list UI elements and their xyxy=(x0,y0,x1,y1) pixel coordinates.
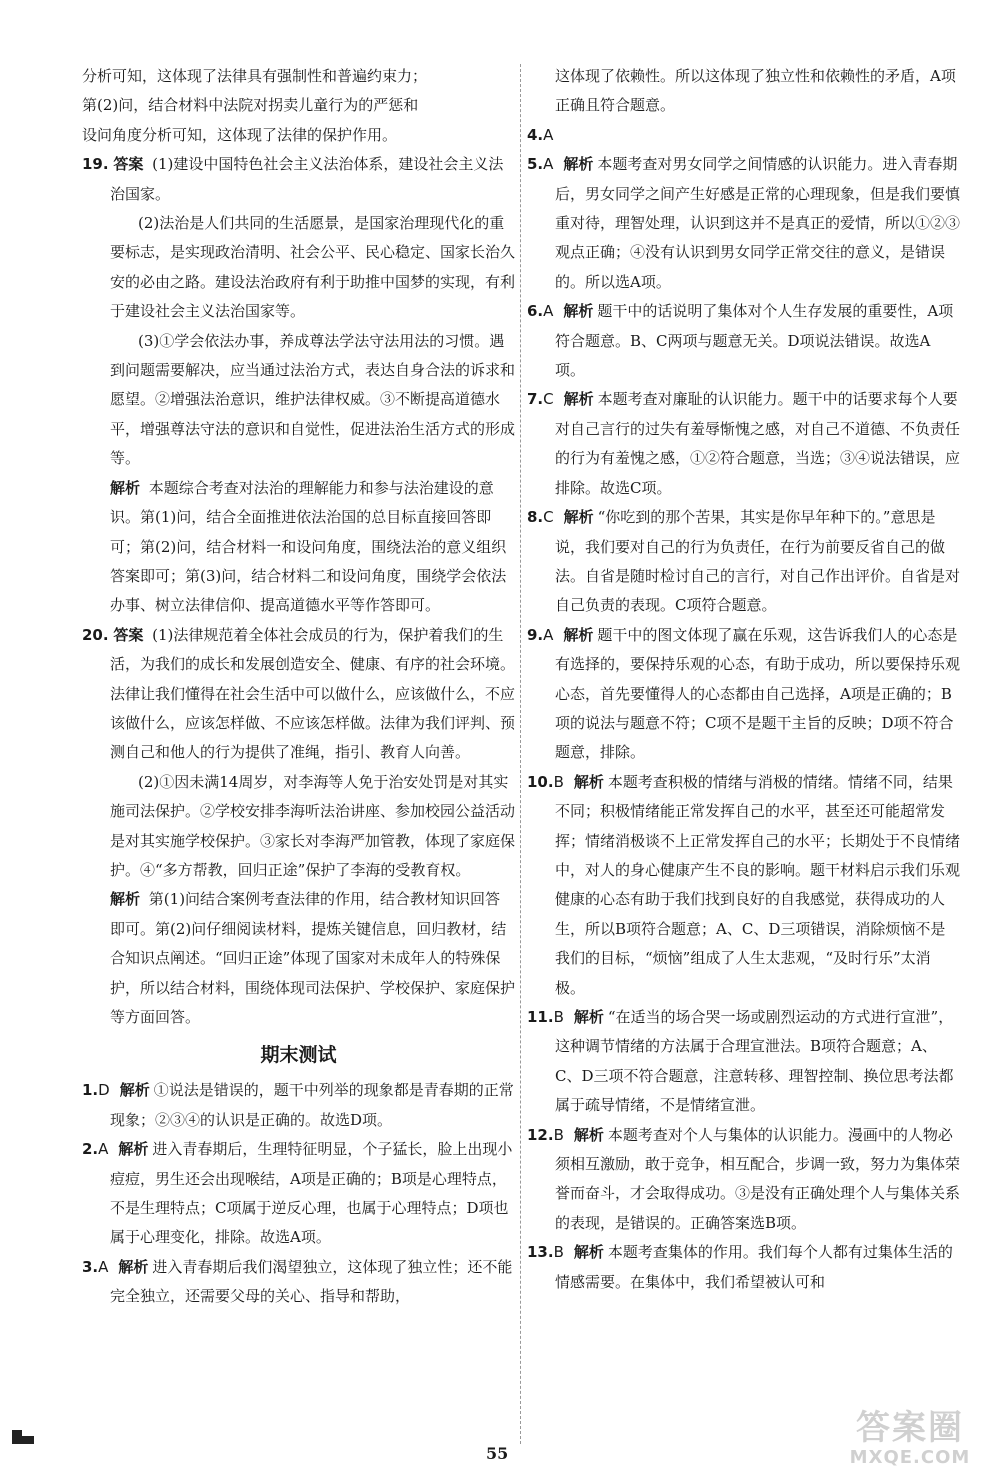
analysis-label: 解析 xyxy=(119,1081,150,1100)
page-number: 55 xyxy=(486,1444,509,1463)
watermark-sub: MXQE.COM xyxy=(849,1447,971,1468)
question-19 xyxy=(82,150,515,209)
answer-item xyxy=(82,1135,515,1253)
intro-line: 第(2)问，结合材料中法院对拐卖儿童行为的严惩和 xyxy=(82,96,419,115)
answer-choice: A xyxy=(543,125,554,144)
analysis-label: 解析 xyxy=(118,1257,149,1276)
section-title: 期末测试 xyxy=(260,1044,337,1067)
answer-choice: A xyxy=(543,155,554,174)
answer-item xyxy=(527,121,960,150)
analysis-text: 本题考查对廉耻的认识能力。题干中的话要求每个人要对自己言行的过失有羞辱惭愧之感，对自己不道德、不负责任的行为有羞愧之感，①②符合题意，当选；③④说法错误，应排除。故选C项。 xyxy=(555,390,961,497)
answer-choice: B xyxy=(553,772,564,791)
analysis-text: ①说法是错误的，题干中列举的现象都是青春期的正常现象；②③④的认识是正确的。故选D项。 xyxy=(110,1081,514,1129)
analysis-text: “你吃到的那个苦果，其实是你早年种下的。”意思是说，我们要对自己的行为负责任，在行为前要反省自己的做法。自省是随时检讨自己的言行，对自己作出评价。自省是对自己负责的表现。C项符合题意。 xyxy=(555,508,961,615)
analysis-text: 进入青春期后，生理特征明显，个子猛长，脸上出现小痘痘，男生还会出现喉结，A项是正确的；B项是心理特点，不是生理特点；C项属于逆反心理，也属于心理特点；D项也属于心理变化，排除。故选A项。 xyxy=(110,1140,513,1247)
answer-choice: C xyxy=(543,508,554,527)
answer-item xyxy=(527,621,960,768)
right-column xyxy=(527,62,960,1297)
question-number: 11. xyxy=(527,1008,554,1026)
continued-answer-3: 这体现了依赖性。所以这体现了独立性和依赖性的矛盾，A项正确且符合题意。 xyxy=(555,67,956,115)
final-test-items-right xyxy=(527,121,960,1297)
answer-item xyxy=(527,1003,960,1121)
analysis-label: 解析 xyxy=(573,1125,604,1144)
analysis-label: 解析 xyxy=(573,772,604,791)
answer-item xyxy=(527,1121,960,1239)
analysis-label: 解析 xyxy=(563,508,594,527)
question-number: 3. xyxy=(82,1257,99,1276)
analysis-label: 解析 xyxy=(110,890,141,909)
question-number: 9. xyxy=(527,625,544,644)
question-number: 4. xyxy=(527,125,544,144)
answer-part-3: (3)①学会依法办事，养成尊法学法守法用法的习惯。遇到问题需要解决，应当通过法治方式，表达自身合法的诉求和愿望。②增强法治意识，维护法律权威。③不断提高道德水平，增强尊法守法的意识和自觉性，促进法治生活方式的形成等。 xyxy=(110,331,516,468)
analysis-text: 本题考查对个人与集体的认识能力。漫画中的人物必须相互激励，敢于竞争，相互配合，步调一致，努力为集体荣誉而奋斗，才会取得成功。③是没有正确处理个人与集体关系的表现，是错误的。正确答案选B项。 xyxy=(555,1125,961,1232)
question-20 xyxy=(82,621,515,768)
analysis-text: 题干中的话说明了集体对个人生存发展的重要性，A项符合题意。B、C两项与题意无关。D项说法错误。故选A项。 xyxy=(555,302,954,380)
question-number: 13. xyxy=(527,1243,554,1262)
analysis-text: “在适当的场合哭一场或剧烈运动的方式进行宣泄”，这种调节情绪的方法属于合理宣泄法。B项符合题意；A、C、D三项不符合题意，注意转移、理智控制、换位思考法都属于疏导情绪，不是情绪宣泄。 xyxy=(555,1008,954,1115)
answer-part-1: (1)法律规范着全体社会成员的行为，保护着我们的生活，为我们的成长和发展创造安全、健康、有序的社会环境。法律让我们懂得在社会生活中可以做什么，应该做什么，不应该做什么，应该怎样做、不应该怎样做。法律为我们评判、预测自己和他人的行为提供了准绳，指引、教育人向善。 xyxy=(110,625,516,762)
watermark-main: 答案圈 xyxy=(856,1408,964,1448)
left-column xyxy=(82,62,515,1312)
analysis-label: 解析 xyxy=(563,390,594,409)
intro-line: 分析可知，这体现了法律具有强制性和普遍约束力； xyxy=(82,67,428,85)
column-divider xyxy=(520,64,521,1444)
answer-part-2: (2)①因未满14周岁，对李海等人免于治安处罚是对其实施司法保护。②学校安排李海听法治讲座、参加校园公益活动是对其实施学校保护。③家长对李海严加管教，体现了家庭保护。④“多方帮教，回归正途”保护了李海的受教育权。 xyxy=(110,772,516,879)
answer-choice: A xyxy=(543,302,554,321)
answer-item xyxy=(527,503,960,621)
question-number: 6. xyxy=(527,302,544,321)
answer-part-2: (2)法治是人们共同的生活愿景，是国家治理现代化的重要标志，是实现政治清明、社会公平、民心稳定、国家长治久安的必由之路。建设法治政府有利于助推中国梦的实现，有利于建设社会主义法治国家等。 xyxy=(110,214,516,321)
analysis-19 xyxy=(82,474,515,621)
intro-text xyxy=(82,62,515,150)
analysis-text: 本题考查集体的作用。我们每个人都有过集体生活的情感需要。在集体中，我们希望被认可和 xyxy=(555,1243,953,1291)
question-number: 20. xyxy=(82,625,109,644)
answer-choice: B xyxy=(553,1243,564,1262)
question-number: 10. xyxy=(527,772,554,791)
analysis-20 xyxy=(82,885,515,1032)
question-number: 12. xyxy=(527,1125,554,1144)
analysis-label: 解析 xyxy=(573,1008,604,1026)
analysis-text: 本题综合考查对法治的理解能力和参与法治建设的意识。第(1)问，结合全面推进依法治国的总目标直接回答即可；第(2)问，结合材料一和设问角度，围绕法治的意义组织答案即可；第(3)问，结合材料二和设问角度，围绕学会依法办事、树立法律信仰、提高道德水平等作答即可。 xyxy=(110,478,507,615)
answer-choice: B xyxy=(553,1125,564,1144)
answer-label: 答案 xyxy=(113,155,144,174)
question-number: 1. xyxy=(82,1081,99,1100)
answer-item xyxy=(527,385,960,503)
answer-item xyxy=(527,768,960,1003)
final-test-items-left xyxy=(82,1076,515,1311)
answer-choice: B xyxy=(553,1008,564,1026)
analysis-label: 解析 xyxy=(118,1140,149,1159)
answer-choice: A xyxy=(98,1140,109,1159)
analysis-text: 本题考查积极的情绪与消极的情绪。情绪不同，结果不同；积极情绪能正常发挥自己的水平，甚至还可能超常发挥；情绪消极谈不上正常发挥自己的水平；长期处于不良情绪中，对人的身心健康产生不良的影响。题干材料启示我们乐观健康的心态有助于我们找到良好的自我感觉，获得成功的人生，所以B项符合题意；A、C、D三项错误，消除烦恼不是我们的目标，“烦恼”组成了人生太悲观，“及时行乐”太消极。 xyxy=(555,772,961,997)
watermark-logo xyxy=(830,1408,990,1468)
corner-mark-icon xyxy=(12,1436,34,1444)
answer-part-1: (1)建设中国特色社会主义法治体系，建设社会主义法治国家。 xyxy=(110,155,504,203)
analysis-label: 解析 xyxy=(563,155,594,174)
question-number: 2. xyxy=(82,1140,99,1159)
analysis-label: 解析 xyxy=(110,478,141,497)
answer-item xyxy=(527,1238,960,1297)
analysis-text: 第(1)问结合案例考查法律的作用，结合教材知识回答即可。第(2)问仔细阅读材料，提炼关键信息，回归教材，结合知识点阐述。“回归正途”体现了国家对未成年人的特殊保护，所以结合材料，围绕体现司法保护、学校保护、家庭保护等方面回答。 xyxy=(110,890,516,1026)
analysis-text: 题干中的图文体现了赢在乐观，这告诉我们人的心态是有选择的，要保持乐观的心态，有助于成功，所以要保持乐观心态，首先要懂得人的心态都由自己选择，A项是正确的；B项的说法与题意不符；C项不是题干主旨的反映；D项不符合题意，排除。 xyxy=(555,625,961,762)
answer-item xyxy=(527,297,960,385)
answer-choice: D xyxy=(98,1081,110,1100)
question-number: 19. xyxy=(82,155,109,174)
question-number: 8. xyxy=(527,508,544,527)
answer-item xyxy=(82,1076,515,1135)
answer-item xyxy=(527,150,960,297)
analysis-text: 本题考查对男女同学之间情感的认识能力。进入青春期后，男女同学之间产生好感是正常的心理现象，但是我们要慎重对待，理智处理，认识到这并不是真正的爱情，所以①②③观点正确；④没有认识到男女同学正常交往的意义，是错误的。所以选A项。 xyxy=(555,155,961,291)
question-number: 7. xyxy=(527,390,544,409)
analysis-label: 解析 xyxy=(563,302,594,321)
answer-choice: C xyxy=(543,390,554,409)
analysis-text: 进入青春期后我们渴望独立，这体现了独立性；还不能完全独立，还需要父母的关心、指导和帮助， xyxy=(110,1257,513,1306)
analysis-label: 解析 xyxy=(573,1243,604,1262)
answer-choice: A xyxy=(543,625,554,644)
answer-label: 答案 xyxy=(113,625,144,644)
answer-choice: A xyxy=(98,1257,109,1276)
analysis-label: 解析 xyxy=(563,625,594,644)
question-number: 5. xyxy=(527,155,544,174)
answer-item xyxy=(82,1253,515,1312)
intro-line: 设问角度分析可知，这体现了法律的保护作用。 xyxy=(82,125,398,144)
